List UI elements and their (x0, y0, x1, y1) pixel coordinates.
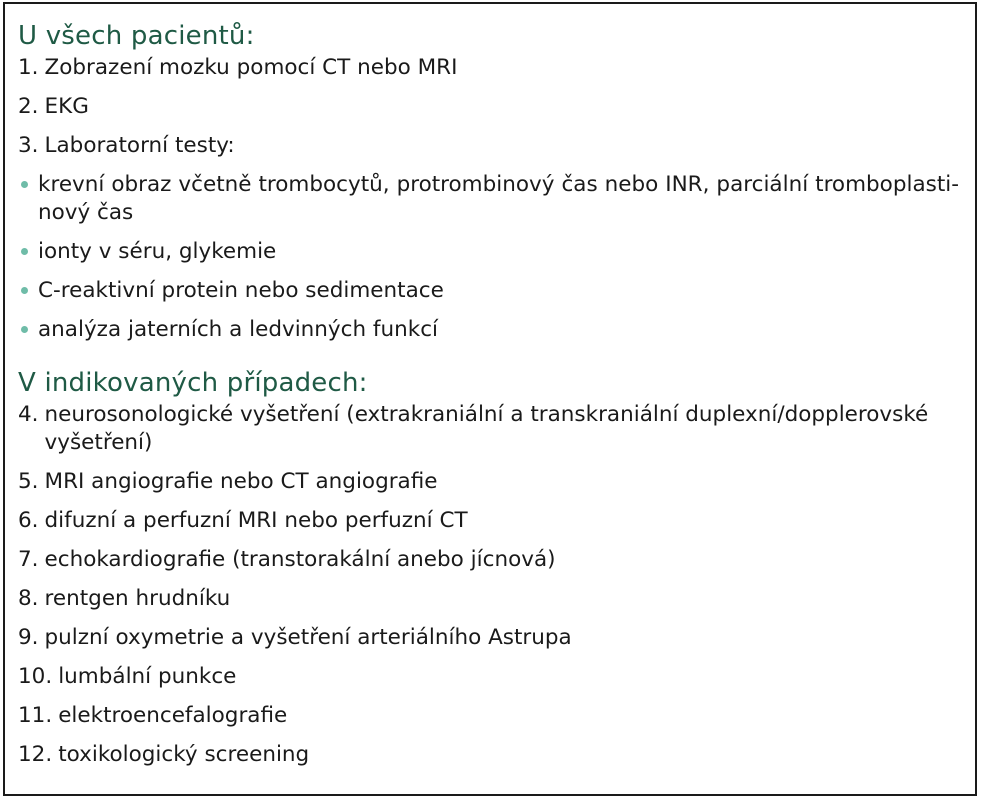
list-item (18, 624, 959, 652)
list-item (18, 702, 959, 730)
list-item (18, 546, 959, 574)
item-text: toxikologický screening (58, 742, 310, 767)
item-number: 2. (18, 94, 39, 119)
list-item (18, 468, 959, 496)
item-text: neurosonologické vyšetření (extrakraniální a transkraniální duplexní/dopplerovské vyšetření) (44, 402, 929, 455)
list-item (18, 93, 959, 121)
bullet-dot-icon (21, 181, 28, 188)
bullet-dot-icon (21, 287, 28, 294)
list-item (18, 507, 959, 535)
list-item (18, 585, 959, 613)
item-text: pulzní oxymetrie a vyšetření arteriálního Astrupa (44, 625, 572, 650)
item-number: 1. (18, 55, 39, 80)
item-number: 4. (18, 402, 39, 427)
bullet-dot-icon (21, 248, 28, 255)
item-text: elektroencefalografie (58, 703, 288, 728)
bullet-text: analýza jaterních a ledvinných funkcí (38, 317, 438, 342)
item-text: EKG (44, 94, 89, 119)
bullet-item (18, 277, 959, 305)
item-number: 8. (18, 586, 39, 611)
item-text: difuzní a perfuzní MRI nebo perfuzní CT (44, 508, 468, 533)
item-text: MRI angiografie nebo CT angiografie (44, 469, 438, 494)
list-item (18, 54, 959, 82)
bullet-text: C-reaktivní protein nebo sedimentace (38, 278, 444, 303)
section-heading-indicated-cases: V indikovaných případech: (18, 368, 368, 398)
table-frame (3, 2, 977, 796)
list-item (18, 741, 959, 769)
item-number: 5. (18, 469, 39, 494)
item-number: 3. (18, 133, 39, 158)
bullet-item (18, 171, 959, 227)
item-number: 6. (18, 508, 39, 533)
item-text: lumbální punkce (58, 664, 237, 689)
item-number: 11. (18, 703, 53, 728)
item-number: 12. (18, 742, 53, 767)
bullet-item (18, 316, 959, 344)
list-item (18, 401, 959, 457)
item-text: echokardiografie (transtorakální anebo jícnová) (44, 547, 556, 572)
item-number: 9. (18, 625, 39, 650)
bullet-text: ionty v séru, glykemie (38, 239, 277, 264)
list-item (18, 132, 959, 160)
item-number: 7. (18, 547, 39, 572)
bullet-dot-icon (21, 326, 28, 333)
section-spacer (18, 344, 959, 365)
item-text: Laboratorní testy: (44, 133, 235, 158)
list-item (18, 663, 959, 691)
bullet-item (18, 238, 959, 266)
item-number: 10. (18, 664, 53, 689)
table-content (18, 18, 959, 769)
section-heading-all-patients: U všech pacientů: (18, 21, 255, 51)
bullet-text: krevní obraz včetně trombocytů, protrombinový čas nebo INR, parciální tromboplasti-nový čas (38, 172, 959, 225)
item-text: Zobrazení mozku pomocí CT nebo MRI (44, 55, 458, 80)
item-text: rentgen hrudníku (44, 586, 231, 611)
